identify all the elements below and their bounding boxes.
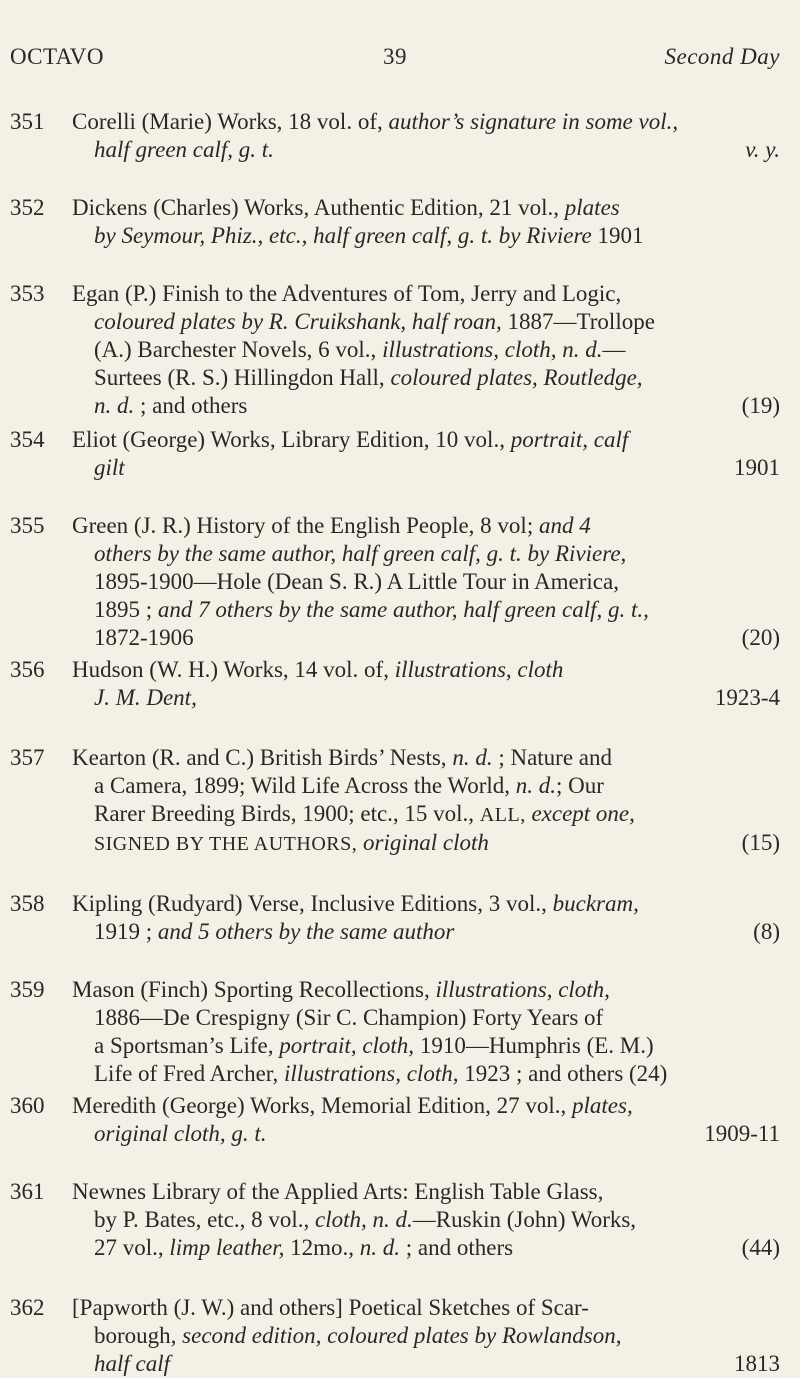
line-text [94,136,274,164]
lot-description-line [72,890,780,918]
lot-number: 356 [10,657,45,682]
lot-number: 358 [10,891,45,916]
text-run: ; and others [400,1235,514,1260]
text-run: SIGNED BY THE AUTHORS, [94,833,358,855]
lot-description-line [72,568,780,596]
lot-description-line [72,744,780,772]
text-run: Egan (P.) Finish to the Adventures of Tom, Jerry and Logic, [72,281,622,306]
text-run: author’s signature in some vol., [388,109,679,134]
text-run: Dickens (Charles) Works, Authentic Edition, 21 vol., [72,195,565,220]
lot-description-line [72,454,780,482]
lot-description-line [72,1004,780,1032]
text-run: coloured plates, Routledge, [390,365,643,390]
text-run: illustrations, cloth [394,657,564,682]
lot-number: 352 [10,195,45,220]
lot-entry [10,744,780,858]
text-run: half calf [94,1351,171,1376]
lot-description-line [72,392,780,420]
text-run: J. M. Dent, [94,685,197,710]
line-text [94,1120,267,1148]
lot-description-line [72,1322,780,1350]
lot-description-line [72,624,780,652]
text-run: 1895 ; [94,597,158,622]
text-run: ALL, [479,804,526,826]
format-heading: OCTAVO [10,44,105,69]
lot-entry [10,1294,780,1378]
text-run: 27 vol., [94,1235,170,1260]
lot-description-line [72,1350,780,1378]
lot-description-line [72,1206,780,1234]
text-run: plates, [572,1093,633,1118]
text-run: [Papworth (J. W.) and others] Poetical Sketches of Scar- [72,1295,589,1320]
line-end-text: (15) [741,830,780,855]
line-text [94,684,197,712]
text-run: original cloth [357,830,489,855]
text-run: n. d. [359,1235,401,1260]
text-run: coloured plates by R. Cruikshank, half roan, [94,309,502,334]
lot-description-line [72,364,780,392]
text-run: 1887—Trollope [501,309,655,334]
lot-description-line [72,596,780,624]
line-text [94,1234,513,1262]
lot-description-line [72,1178,780,1206]
lot-entry [10,976,780,1088]
lot-description-line [72,194,780,222]
text-run: 1872-1906 [94,625,194,650]
lot-number: 360 [10,1093,45,1118]
text-run: Rowlandson, [496,1323,622,1348]
text-run: n. d. [94,393,135,418]
text-run: 1910—Humphris (E. M.) [414,1033,654,1058]
lot-description-line [72,1120,780,1148]
text-run: illustrations, cloth, [284,1061,459,1086]
text-run: and 5 others by the same author [157,919,455,944]
lot-number: 362 [10,1295,45,1320]
lot-description-line [72,656,780,684]
lot-description-line [72,829,780,858]
lot-entry [10,656,780,712]
text-run: 1919 ; [94,919,158,944]
text-run: Life of Fred Archer, [94,1061,285,1086]
text-run: ; Nature and [492,745,612,770]
text-run: (A.) Barchester Novels, 6 vol., [94,337,383,362]
text-run: a Sportsman’s Life, [94,1033,280,1058]
text-run: cloth, n. d. [315,1207,413,1232]
sale-day-heading: Second Day [664,44,780,69]
line-text [94,454,125,482]
lot-entry [10,194,780,250]
text-run: n. d. [515,773,557,798]
text-run: Eliot (George) Works, Library Edition, 10 vol., [72,427,511,452]
line-end-text: v. y. [745,137,780,162]
lot-description-line [72,976,780,1004]
text-run: gilt [94,455,125,480]
lot-description-line [72,136,780,164]
lot-entry [10,1178,780,1262]
text-run: ; Our [556,773,604,798]
lot-description-line [72,800,780,829]
line-end-text: 1901 [734,455,780,480]
line-text [94,1350,170,1378]
text-run: a Camera, 1899; Wild Life Across the World, [94,773,516,798]
text-run: portrait, calf [510,427,629,452]
lot-description-line [72,1060,780,1088]
text-run: Kipling (Rudyard) Verse, Inclusive Editions, 3 vol., [72,891,553,916]
text-run: limp leather, [169,1235,285,1260]
lot-entry [10,1092,780,1148]
text-run: 1901 [591,223,644,248]
text-run: Rarer Breeding Birds, 1900; etc., 15 vol., [94,801,480,826]
page-number: 39 [383,44,407,69]
lot-entry [10,280,780,420]
text-run: Kearton (R. and C.) British Birds’ Nests, [72,745,453,770]
text-run: others by the same author, half green calf, g. t. by Riviere, [94,541,627,566]
text-run: 1886—De Crespigny (Sir C. Champion) Forty Years of [94,1005,604,1030]
lot-entry [10,890,780,946]
lot-description-line [72,426,780,454]
lot-description-line [72,540,780,568]
line-end-text: 1909-11 [704,1121,780,1146]
lot-description-line [72,108,780,136]
line-text [94,392,247,420]
lot-description-line [72,918,780,946]
line-end-text: (20) [741,625,780,650]
line-text [94,918,454,946]
text-run: by P. Bates, etc., 8 vol., [94,1207,316,1232]
lot-description-line [72,222,780,250]
text-run: buckram, [552,891,639,916]
lot-number: 357 [10,745,45,770]
lot-entry [10,512,780,652]
lot-number: 353 [10,281,45,306]
text-run: Green (J. R.) History of the English People, 8 vol; [72,513,539,538]
line-end-text: (19) [741,393,780,418]
lot-description-line [72,684,780,712]
line-end-text: (8) [753,919,780,944]
text-run: 12mo., [284,1235,360,1260]
text-run: — [602,337,626,362]
text-run: Meredith (George) Works, Memorial Edition, 27 vol., [72,1093,573,1118]
line-end-text: (44) [741,1235,780,1260]
lot-number: 354 [10,427,45,452]
lot-description-line [72,308,780,336]
lot-description-line [72,772,780,800]
line-end-text: 1813 [734,1351,780,1376]
text-run: borough, [94,1323,183,1348]
lot-number: 355 [10,513,45,538]
text-run: —Ruskin (John) Works, [412,1207,637,1232]
text-run: plates [564,195,620,220]
lot-number: 359 [10,977,45,1002]
text-run: except one, [525,801,635,826]
text-run: Surtees (R. S.) Hillingdon Hall, [94,365,391,390]
lot-description-line [72,1032,780,1060]
line-end-text: 1923-4 [714,685,780,710]
text-run: and 7 others by the same author, half green calf, g. t., [157,597,649,622]
line-text [94,829,489,858]
line-text [94,624,194,652]
lot-description-line [72,512,780,540]
text-run: by Seymour, Phiz., etc., half green calf, g. t. by Riviere [94,223,592,248]
text-run: n. d. [452,745,493,770]
text-run: Hudson (W. H.) Works, 14 vol. of, [72,657,395,682]
text-run: Mason (Finch) Sporting Recollections, [72,977,436,1002]
text-run: ; and others [134,393,248,418]
lot-entry [10,108,780,164]
lot-description-line [72,280,780,308]
text-run: half green calf, g. t. [94,137,274,162]
text-run: Newnes Library of the Applied Arts: English Table Glass, [72,1179,604,1204]
text-run: 1923 ; and others (24) [458,1061,668,1086]
running-head [10,44,780,74]
lot-description-line [72,1294,780,1322]
lot-number: 361 [10,1179,45,1204]
text-run: second edition, coloured plates by [182,1323,497,1348]
text-run: and 4 [538,513,591,538]
text-run: original cloth, g. t. [94,1121,267,1146]
lot-description-line [72,1234,780,1262]
text-run: portrait, cloth, [279,1033,415,1058]
text-run: illustrations, cloth, n. d. [382,337,603,362]
text-run: Corelli (Marie) Works, 18 vol. of, [72,109,389,134]
lot-description-line [72,1092,780,1120]
lot-number: 351 [10,109,45,134]
text-run: illustrations, cloth, [435,977,610,1002]
lot-entry [10,426,780,482]
text-run: 1895-1900—Hole (Dean S. R.) A Little Tour in America, [94,569,619,594]
lot-description-line [72,336,780,364]
